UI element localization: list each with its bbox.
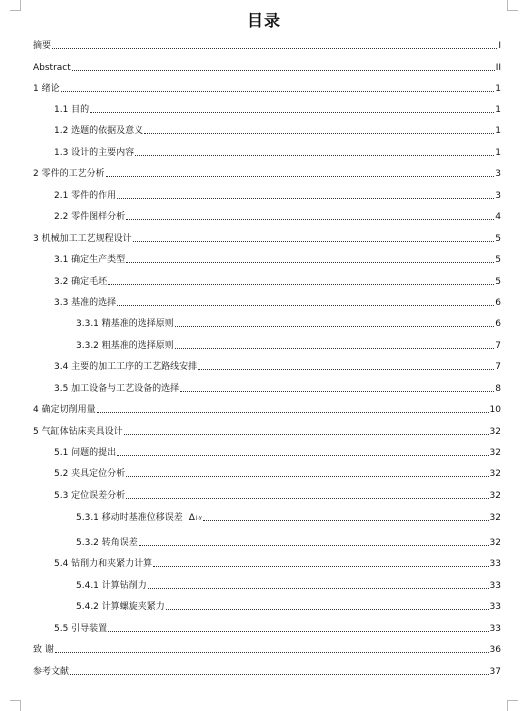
dot-leader	[175, 348, 495, 349]
toc-entry-page: 1	[495, 105, 501, 115]
toc-entry-label: 1.3 设计的主要内容	[54, 148, 135, 158]
toc-entry-label: 2 零件的工艺分析	[33, 169, 105, 179]
toc-entry[interactable]	[54, 254, 501, 266]
toc-entry-label: 5.4 钻削力和夹紧力计算	[54, 559, 153, 569]
dot-leader	[175, 326, 495, 327]
toc-entry-page: 6	[495, 319, 501, 329]
dot-leader	[198, 369, 494, 370]
toc-entry[interactable]	[54, 623, 501, 635]
dot-leader	[108, 284, 494, 285]
toc-entry-label: 5.1 问题的提出	[54, 448, 117, 458]
toc-entry[interactable]	[33, 233, 501, 245]
toc-entry-label: 1.2 选题的依据及意义	[54, 126, 144, 136]
toc-entry-page: I	[498, 41, 501, 51]
toc-entry[interactable]	[54, 383, 501, 395]
toc-entry-label: 5.3.1 移动时基准位移误差	[76, 513, 183, 523]
dot-leader	[126, 219, 494, 220]
toc-entry-label: 3.1 确定生产类型	[54, 255, 126, 265]
toc-entry[interactable]	[54, 361, 501, 373]
toc-entry[interactable]	[33, 666, 501, 678]
toc-entry-page: 33	[489, 559, 501, 569]
toc-entry-page: 36	[489, 645, 501, 655]
toc-entry-page: 3	[495, 191, 501, 201]
toc-entry[interactable]	[33, 168, 501, 180]
toc-entry[interactable]	[54, 447, 501, 459]
dot-leader	[106, 176, 495, 177]
dot-leader	[148, 588, 489, 589]
toc-entry-label: 2.1 零件的作用	[54, 191, 117, 201]
dot-leader	[144, 133, 494, 134]
toc-entry-page: 5	[495, 277, 501, 287]
toc-entry-page: 32	[489, 448, 501, 458]
toc-entry-page: 32	[489, 538, 501, 548]
delta-symbol: Δ	[188, 513, 195, 523]
toc-entry-page: 1	[495, 148, 501, 158]
toc-entry-page: II	[495, 63, 501, 73]
toc-entry-page: 7	[495, 362, 501, 372]
toc-entry-label: 3.5 加工设备与工艺设备的选择	[54, 384, 180, 394]
toc-entry-page: 33	[489, 624, 501, 634]
dot-leader	[203, 520, 489, 521]
dot-leader	[139, 545, 489, 546]
toc-entry-page: 5	[495, 234, 501, 244]
dot-leader	[70, 674, 489, 675]
toc-entry-label: 5 气缸体钻床夹具设计	[33, 427, 123, 437]
dot-leader	[126, 262, 494, 263]
toc-entry[interactable]	[33, 404, 501, 416]
toc-entry[interactable]	[33, 83, 501, 95]
dot-leader	[126, 498, 488, 499]
toc-entry-label: 5.5 引导装置	[54, 624, 108, 634]
toc-entry-page: 4	[495, 212, 501, 222]
toc-entry[interactable]	[54, 104, 501, 116]
toc-entry[interactable]	[33, 40, 501, 52]
toc-entry-label: 摘要	[33, 41, 52, 51]
toc-entry-page: 37	[489, 667, 501, 677]
toc-entry-label: 5.2 夹具定位分析	[54, 469, 126, 479]
toc-entry-page: 10	[489, 405, 501, 415]
toc-entry-label: Abstract	[33, 63, 71, 73]
dot-leader	[180, 391, 494, 392]
toc-entry[interactable]	[33, 644, 501, 656]
toc-entry-label: 5.3 定位误差分析	[54, 491, 126, 501]
dot-leader	[124, 434, 489, 435]
toc-entry-page: 1	[495, 126, 501, 136]
toc-entry[interactable]	[33, 426, 501, 438]
dot-leader	[61, 91, 495, 92]
toc-entry-page: 6	[495, 298, 501, 308]
toc-entry-label: 5.4.2 计算螺旋夹紧力	[76, 602, 165, 612]
dot-leader	[72, 70, 495, 71]
toc-entry[interactable]	[54, 276, 501, 288]
dot-leader	[55, 652, 489, 653]
toc-entry-label: 3.4 主要的加工工序的工艺路线安排	[54, 362, 198, 372]
toc-entry[interactable]	[76, 318, 501, 330]
toc-entry[interactable]	[76, 512, 501, 524]
toc-entry-page: 33	[489, 581, 501, 591]
toc-entry[interactable]	[54, 211, 501, 223]
toc-entry-label: 5.3.2 转角误差	[76, 538, 138, 548]
toc-entry-page: 32	[489, 469, 501, 479]
toc-entry[interactable]	[54, 190, 501, 202]
toc-entry[interactable]	[76, 340, 501, 352]
toc-entry[interactable]	[54, 558, 501, 570]
toc-title: 目录	[246, 11, 281, 30]
toc-entry[interactable]	[76, 537, 501, 549]
toc-entry[interactable]	[54, 490, 501, 502]
toc-entry[interactable]	[76, 580, 501, 592]
toc-entry-page: 5	[495, 255, 501, 265]
toc-entry-label: 1.1 目的	[54, 105, 90, 115]
toc-entry[interactable]	[54, 147, 501, 159]
dot-leader	[108, 631, 488, 632]
dot-leader	[117, 455, 488, 456]
dot-leader	[97, 412, 489, 413]
toc-entry-label: 3.3 基准的选择	[54, 298, 117, 308]
dot-leader	[166, 609, 489, 610]
toc-entry-label: 4 确定切削用量	[33, 405, 96, 415]
toc-entry-label: 参考文献	[33, 667, 70, 677]
toc-entry-label: 致 谢	[33, 645, 54, 655]
dot-leader	[153, 566, 488, 567]
delta-subscript: j.y	[195, 515, 202, 521]
toc-entry-page: 33	[489, 602, 501, 612]
dot-leader	[135, 155, 494, 156]
toc-entry-page: 32	[489, 491, 501, 501]
toc-entry-label: 3.2 确定毛坯	[54, 277, 108, 287]
toc-entry-label: 3.3.2 粗基准的选择原则	[76, 341, 174, 351]
dot-leader	[90, 112, 494, 113]
toc-entry-page: 3	[495, 169, 501, 179]
toc-entry-label: 5.4.1 计算钻削力	[76, 581, 147, 591]
toc-entry[interactable]	[54, 297, 501, 309]
toc-entry-label: 3 机械加工工艺规程设计	[33, 234, 132, 244]
toc-entry-page: 8	[495, 384, 501, 394]
dot-leader	[117, 305, 494, 306]
toc-entry-label: 1 绪论	[33, 84, 60, 94]
toc-entry-page: 1	[495, 84, 501, 94]
toc-entry[interactable]	[33, 62, 501, 74]
toc-entry-page: 7	[495, 341, 501, 351]
toc-entry-page: 32	[489, 513, 501, 523]
toc-entry-label: 3.3.1 精基准的选择原则	[76, 319, 174, 329]
toc-entry[interactable]	[54, 468, 501, 480]
dot-leader	[126, 476, 488, 477]
toc-entry[interactable]	[54, 125, 501, 137]
toc-entry-page: 32	[489, 427, 501, 437]
toc-entry-label: 2.2 零件图样分析	[54, 212, 126, 222]
dot-leader	[133, 241, 495, 242]
dot-leader	[117, 198, 494, 199]
toc-entry[interactable]	[76, 601, 501, 613]
dot-leader	[52, 48, 497, 49]
